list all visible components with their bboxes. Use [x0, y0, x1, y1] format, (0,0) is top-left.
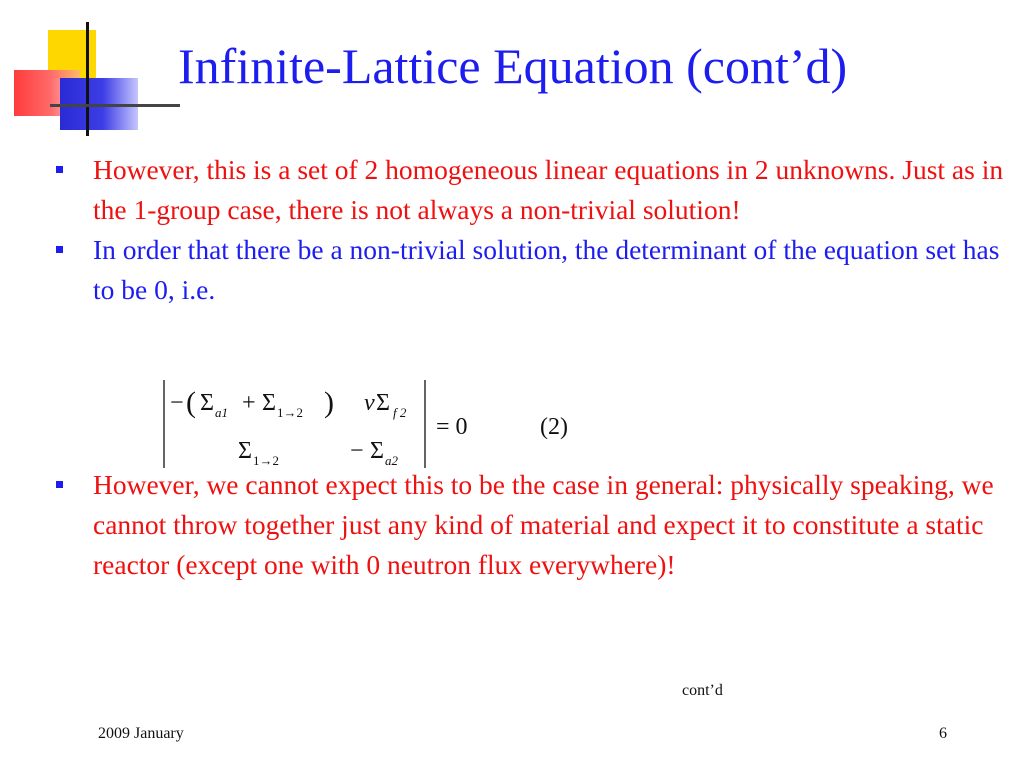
slide-title: Infinite-Lattice Equation (cont’d) — [178, 38, 848, 94]
equals-zero: = 0 — [436, 414, 468, 440]
nu-symbol: ν — [364, 390, 375, 416]
subscript-1-to-2: 1→2 — [277, 405, 303, 420]
horizontal-line — [50, 104, 180, 107]
open-paren: ( — [186, 386, 196, 419]
plus-sign: + — [242, 390, 256, 416]
close-paren: ) — [324, 386, 334, 419]
bullet-item-2 — [56, 230, 1006, 310]
minus-sign: − — [350, 438, 364, 464]
sigma-symbol: Σ — [262, 390, 276, 416]
sigma-symbol: Σ — [238, 438, 252, 464]
bullet-text: In order that there be a non-trivial solution, the determinant of the equation set has to be 0, i.e. — [93, 234, 1000, 305]
bullet-text: However, this is a set of 2 homogeneous linear equations in 2 unknowns. Just as in the 1-group case, there is not always a non-trivial solution! — [93, 154, 1004, 225]
footer-date: 2009 January — [98, 725, 184, 742]
bullet-item-3 — [56, 465, 1006, 585]
bullet-item-1 — [56, 150, 1006, 230]
sigma-symbol: Σ — [200, 390, 214, 416]
minus-sign: − — [170, 390, 184, 416]
bullet-square-icon — [56, 481, 63, 488]
continued-label: cont’d — [682, 682, 723, 699]
bullet-square-icon — [56, 246, 63, 253]
bullet-list — [56, 150, 1006, 585]
subscript-1-to-2: 1→2 — [253, 453, 279, 468]
sigma-symbol: Σ — [376, 390, 390, 416]
vertical-line — [86, 22, 89, 136]
bullet-text: However, we cannot expect this to be the case in general: physically speaking, we cannot throw together just any kind of material and expect it to constitute a static reactor (except one with 0 neutron flux everywhere)! — [93, 469, 994, 580]
sigma-symbol: Σ — [370, 438, 384, 464]
page-number: 6 — [939, 725, 947, 742]
subscript-a1: a1 — [215, 405, 228, 420]
determinant-equation — [160, 378, 600, 470]
bullet-square-icon — [56, 166, 63, 173]
subscript-f2: f 2 — [393, 405, 407, 420]
subscript-a2: a2 — [385, 453, 398, 468]
decorative-logo — [0, 0, 180, 150]
equation-graphic — [160, 378, 600, 470]
equation-number: (2) — [540, 414, 568, 440]
